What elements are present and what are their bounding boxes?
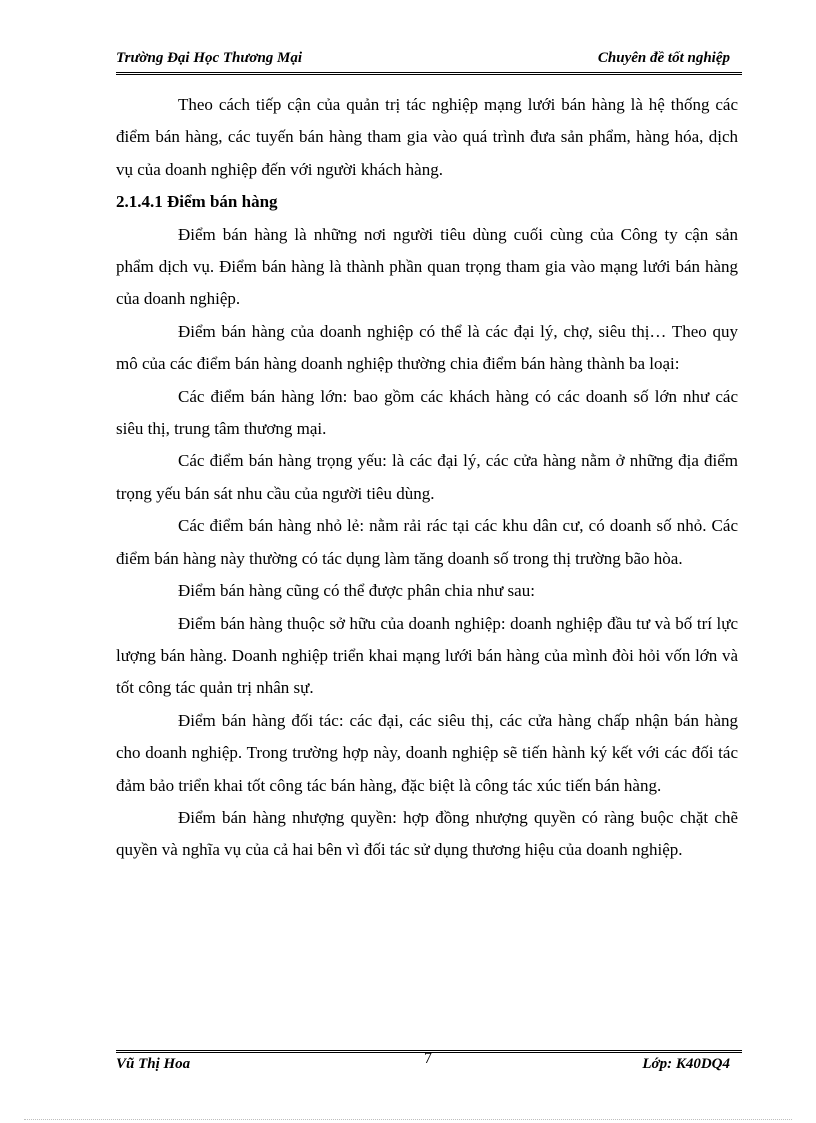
header-school-name: Trường Đại Học Thương Mại — [116, 50, 303, 66]
paragraph-division: Điểm bán hàng cũng có thể được phân chia như sau: — [178, 581, 535, 601]
page-header — [116, 48, 742, 75]
paragraph-large-points: Các điểm bán hàng lớn: bao gồm các khách hàng có các doanh số lớn như các siêu thị, trung tâm thương mại. — [116, 386, 738, 439]
page-number: 7 — [424, 1050, 432, 1067]
paragraph-owned-points: Điểm bán hàng thuộc sở hữu của doanh nghiệp: doanh nghiệp đầu tư và bố trí lực lượng bán hàng. Doanh nghiệp triển khai mạng lưới bán hàng của mình đòi hỏi vốn lớn và tốt công tác quản trị nhân sự. — [116, 613, 738, 698]
page-body — [116, 89, 738, 867]
footer-author: Vũ Thị Hoa — [116, 1056, 191, 1072]
paragraph-key-points: Các điểm bán hàng trọng yếu: là các đại lý, các cửa hàng nằm ở những địa điểm trọng yếu bán sát nhu cầu của người tiêu dùng. — [116, 451, 738, 503]
footer-class: Lớp: K40DQ4 — [642, 1056, 730, 1072]
paragraph-partner-points: Điểm bán hàng đối tác: các đại, các siêu thị, các cửa hàng chấp nhận bán hàng cho doanh nghiệp. Trong trường hợp này, doanh nghiệp sẽ tiến hành ký kết với các đối tác đảm bảo triển khai tốt công tác bán hàng, đặc biệt là công tác xúc tiến bán hàng. — [116, 710, 738, 795]
section-heading: 2.1.4.1 Điểm bán hàng — [116, 192, 278, 212]
header-document-type: Chuyên đề tốt nghiệp — [597, 50, 730, 66]
paragraph-intro: Theo cách tiếp cận của quản trị tác nghiệp mạng lưới bán hàng là hệ thống các điểm bán hàng, các tuyến bán hàng tham gia vào quá trình đưa sản phẩm, hàng hóa, dịch vụ của doanh nghiệp đến với người khách hàng. — [116, 95, 738, 179]
page-edge-divider — [24, 1119, 792, 1120]
page-footer — [116, 1050, 742, 1078]
paragraph-classification: Điểm bán hàng của doanh nghiệp có thể là các đại lý, chợ, siêu thị… Theo quy mô của các điểm bán hàng doanh nghiệp thường chia điểm bán hàng thành ba loại: — [116, 321, 738, 374]
paragraph-franchise-points: Điểm bán hàng nhượng quyền: hợp đồng nhượng quyền có ràng buộc chặt chẽ quyền và nghĩa vụ của cả hai bên vì đối tác sử dụng thương hiệu của doanh nghiệp. — [116, 807, 738, 860]
paragraph-definition: Điểm bán hàng là những nơi người tiêu dùng cuối cùng của Công ty cận sản phẩm dịch vụ. Điểm bán hàng là thành phần quan trọng tham gia vào mạng lưới bán hàng của doanh nghiệp. — [116, 224, 738, 309]
paragraph-small-points: Các điểm bán hàng nhỏ lẻ: nằm rải rác tại các khu dân cư, có doanh số nhỏ. Các điểm bán hàng này thường có tác dụng làm tăng doanh số trong thị trường bão hòa. — [116, 516, 738, 568]
